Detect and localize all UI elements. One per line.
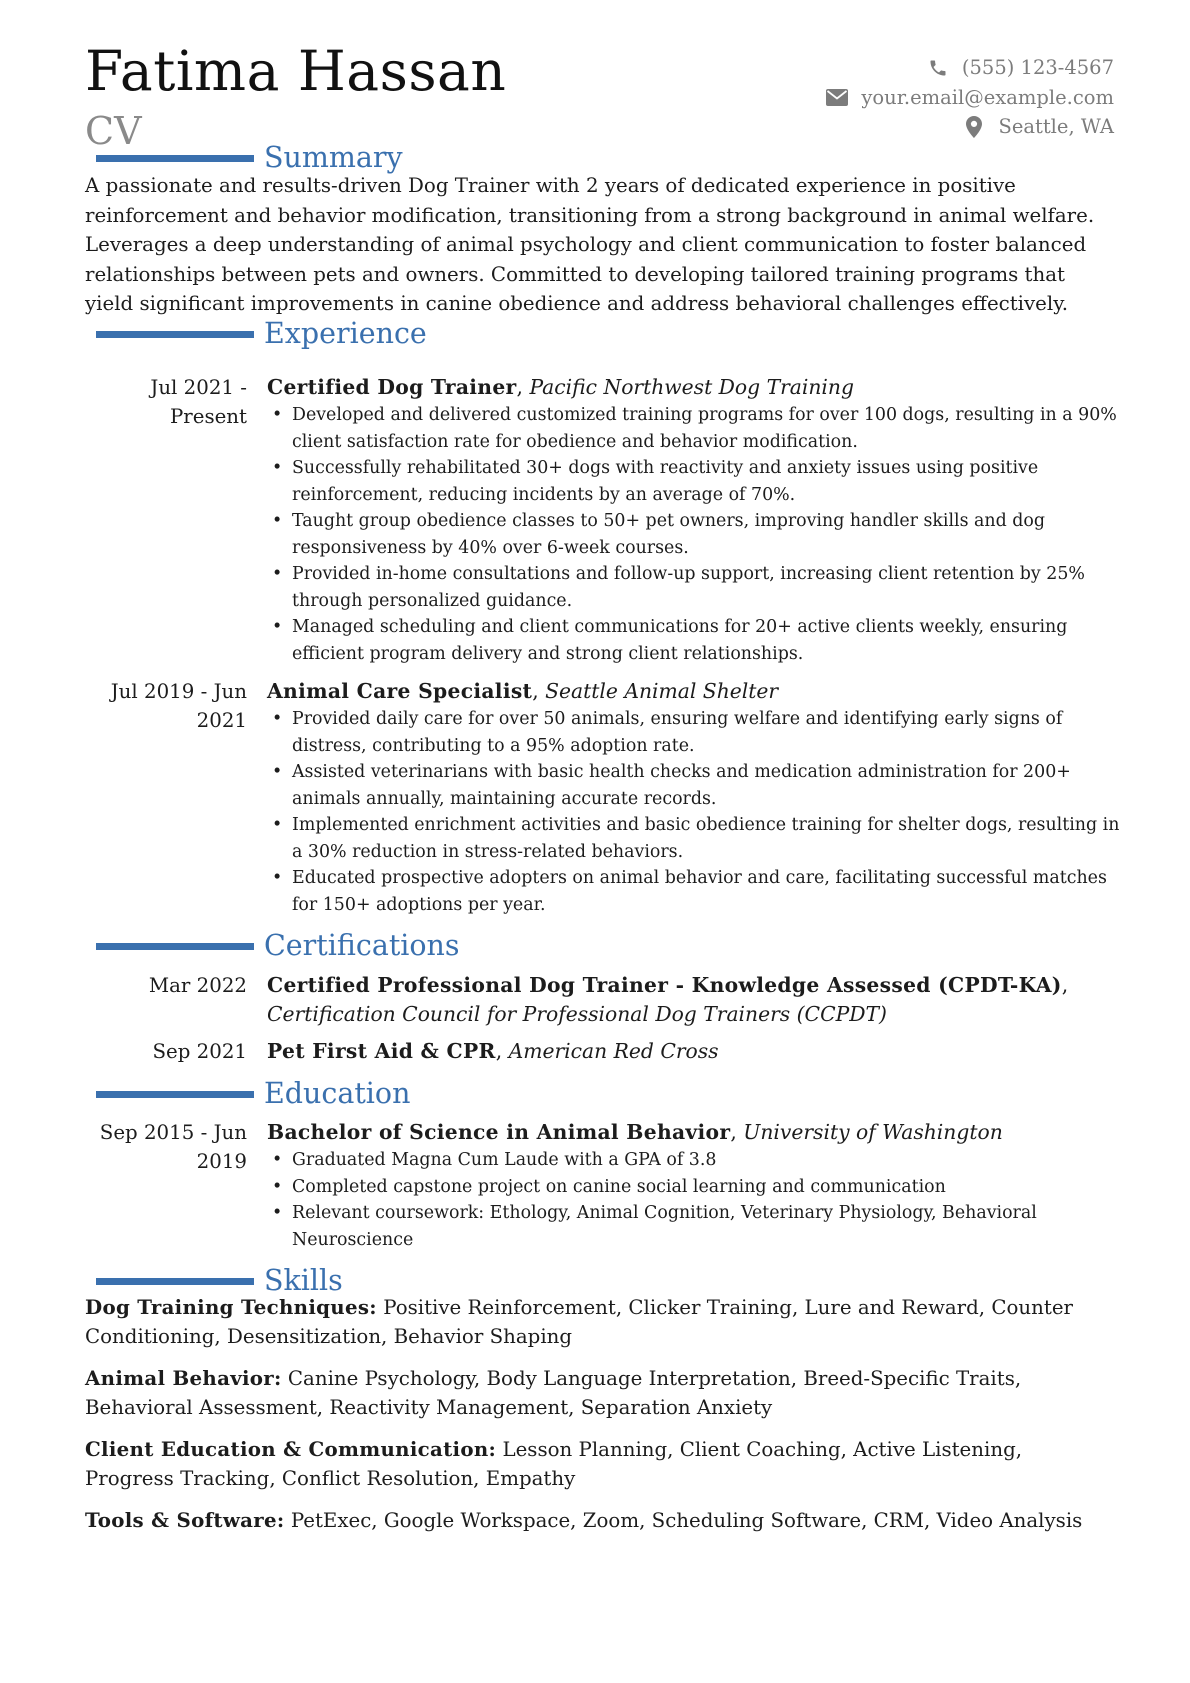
- list-item: • Educated prospective adopters on animal behavior and care, facilitating successful matches for 150+ adoptions per year.: [267, 865, 1123, 918]
- section-title: Summary: [264, 140, 403, 174]
- contact-block: [694, 53, 1114, 142]
- entry-date: Sep 2015 - Jun 2019: [99, 1121, 247, 1173]
- job-title: Animal Care Specialist: [267, 679, 533, 703]
- list-item: • Taught group obedience classes to 50+ pet owners, improving handler skills and dog responsiveness by 40% over 6-week courses.: [267, 508, 1123, 561]
- contact-phone: [694, 53, 1114, 83]
- list-item: • Assisted veterinarians with basic health checks and medication administration for 200+ animals annually, maintaining accurate records.: [267, 759, 1123, 812]
- list-item: • Provided in-home consultations and follow-up support, increasing client retention by 25% through personalized guidance.: [267, 561, 1123, 614]
- entry-body: [267, 1118, 1123, 1253]
- entry-body: [267, 677, 1123, 918]
- candidate-name: Fatima Hassan: [85, 39, 507, 103]
- certification-issuer: American Red Cross: [508, 1039, 719, 1063]
- contact-email: [694, 83, 1114, 113]
- heading-accent-bar: [96, 1278, 254, 1285]
- entry-date: Sep 2021: [152, 1040, 247, 1063]
- list-item: • Developed and delivered customized training programs for over 100 dogs, resulting in a 90% client satisfaction rate for obedience and behavior modification.: [267, 402, 1123, 455]
- section-heading-education: [96, 1078, 410, 1110]
- envelope-icon: [825, 86, 849, 108]
- section-title: Certifications: [264, 928, 460, 962]
- certification-name: Pet First Aid & CPR: [267, 1039, 496, 1063]
- section-heading-certifications: [96, 930, 460, 962]
- bullet-list: [267, 706, 1123, 918]
- entry-date: Jul 2019 - Jun 2021: [110, 680, 247, 732]
- heading-accent-bar: [96, 943, 254, 950]
- certification-name: Certified Professional Dog Trainer - Knowledge Assessed (CPDT-KA): [267, 973, 1062, 997]
- section-title: Experience: [264, 316, 427, 350]
- entry-date: Mar 2022: [148, 974, 247, 997]
- skill-values: PetExec, Google Workspace, Zoom, Scheduling Software, CRM, Video Analysis: [290, 1509, 1083, 1532]
- section-title: Skills: [264, 1263, 343, 1297]
- organization: Seattle Animal Shelter: [545, 679, 779, 703]
- map-pin-icon: [962, 116, 986, 138]
- entry-heading: Certified Dog Trainer, Pacific Northwest Dog Training: [267, 375, 854, 399]
- skill-group: [85, 1506, 1115, 1535]
- entry-date: Jul 2021 - Present: [150, 376, 247, 428]
- heading-accent-bar: [96, 1091, 254, 1098]
- phone-number[interactable]: (555) 123-4567: [961, 56, 1114, 80]
- location-text: Seattle, WA: [998, 115, 1114, 139]
- bullet-list: [267, 402, 1123, 667]
- entry-heading: Pet First Aid & CPR, American Red Cross: [267, 1039, 719, 1063]
- skill-category: Tools & Software:: [85, 1508, 285, 1532]
- skill-values: Lesson Planning, Client Coaching, Active Listening, Progress Tracking, Conflict Resolution, Empathy: [85, 1438, 1023, 1490]
- skill-values: Positive Reinforcement, Clicker Training, Lure and Reward, Counter Conditioning, Desensitization, Behavior Shaping: [85, 1296, 1073, 1348]
- list-item: • Graduated Magna Cum Laude with a GPA of 3.8: [267, 1147, 1123, 1174]
- list-item: • Managed scheduling and client communications for 20+ active clients weekly, ensuring efficient program delivery and strong client relationships.: [267, 614, 1123, 667]
- skill-group: [85, 1293, 1115, 1351]
- list-item: • Successfully rehabilitated 30+ dogs with reactivity and anxiety issues using positive reinforcement, reducing incidents by an average of 70%.: [267, 455, 1123, 508]
- heading-accent-bar: [96, 155, 254, 162]
- section-title: Education: [264, 1076, 411, 1110]
- bullet-list: [267, 1147, 1123, 1253]
- list-item: • Provided daily care for over 50 animals, ensuring welfare and identifying early signs of distress, contributing to a 95% adoption rate.: [267, 706, 1123, 759]
- organization: Pacific Northwest Dog Training: [529, 375, 854, 399]
- certification-issuer: Certification Council for Professional Dog Trainers (CCPDT): [267, 1002, 887, 1026]
- phone-icon: [926, 57, 950, 79]
- summary-paragraph: A passionate and results-driven Dog Trainer with 2 years of dedicated experience in positive reinforcement and behavior modification, transitioning from a strong background in animal welfare. Leverages a deep understanding of animal psychology and client communication to foster balanced relationships between pets and owners. Committed to developing tailored training programs that yield significant improvements in canine obedience and address behavioral challenges effectively.: [85, 174, 1095, 315]
- skill-group: [85, 1435, 1115, 1493]
- entry-heading: Animal Care Specialist, Seattle Animal Shelter: [267, 679, 779, 703]
- email-address[interactable]: your.email@example.com: [861, 85, 1114, 109]
- entry-heading: Certified Professional Dog Trainer - Knowledge Assessed (CPDT-KA), Certification Council for Professional Dog Trainers (CCPDT): [267, 973, 1069, 1026]
- degree-name: Bachelor of Science in Animal Behavior: [267, 1120, 731, 1144]
- list-item: • Implemented enrichment activities and basic obedience training for shelter dogs, resulting in a 30% reduction in stress-related behaviors.: [267, 812, 1123, 865]
- school-name: University of Washington: [743, 1120, 1003, 1144]
- skill-group: [85, 1364, 1115, 1422]
- job-title: Certified Dog Trainer: [267, 375, 517, 399]
- contact-location: [694, 112, 1114, 142]
- entry-body: [267, 1037, 1123, 1066]
- skill-category: Dog Training Techniques:: [85, 1295, 377, 1319]
- entry-body: [267, 971, 1123, 1029]
- document-subtitle: CV: [85, 109, 142, 153]
- skill-category: Animal Behavior:: [85, 1366, 282, 1390]
- list-item: • Completed capstone project on canine social learning and communication: [267, 1174, 1123, 1201]
- heading-accent-bar: [96, 331, 254, 338]
- entry-heading: Bachelor of Science in Animal Behavior, University of Washington: [267, 1120, 1003, 1144]
- entry-body: [267, 373, 1123, 667]
- list-item: • Relevant coursework: Ethology, Animal Cognition, Veterinary Physiology, Behavioral Neuroscience: [267, 1200, 1123, 1253]
- skill-values: Canine Psychology, Body Language Interpretation, Breed-Specific Traits, Behavioral Assessment, Reactivity Management, Separation Anxiety: [85, 1367, 1022, 1419]
- section-heading-experience: [96, 318, 427, 350]
- section-heading-summary: [96, 142, 403, 174]
- skill-category: Client Education & Communication:: [85, 1437, 497, 1461]
